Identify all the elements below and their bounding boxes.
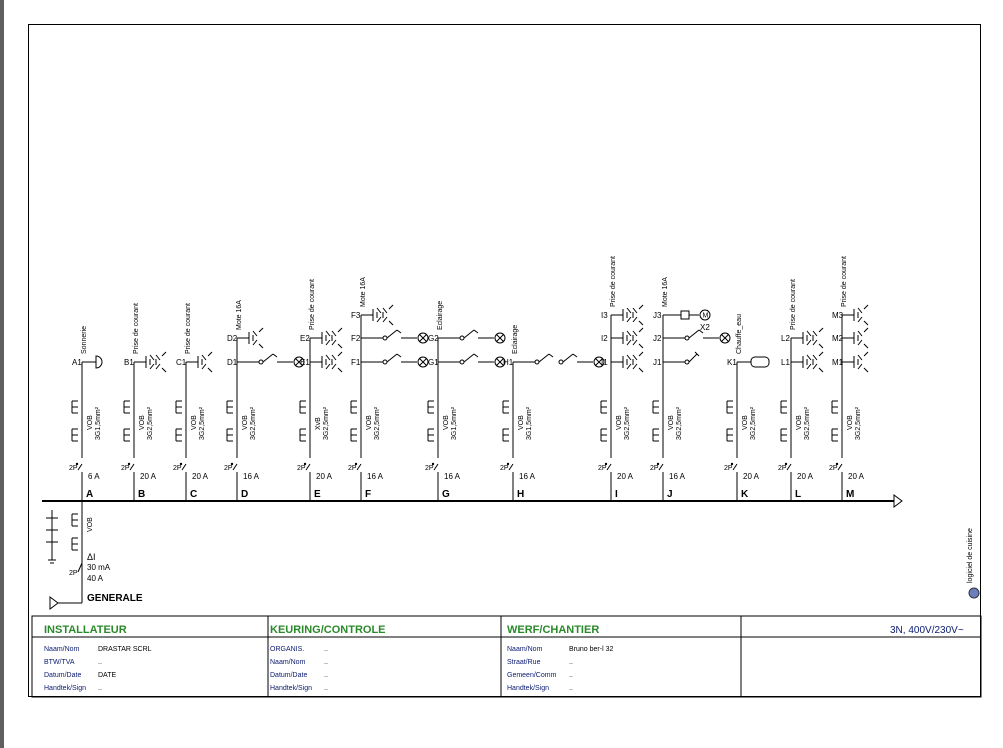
- socket-earth-icon: [819, 328, 823, 348]
- breaker-poles: 2P: [650, 465, 659, 472]
- switch-blade: [387, 330, 397, 338]
- switch-tip: [474, 330, 478, 333]
- inspection-row-label: Handtek/Sign: [270, 685, 313, 692]
- cable-type: VOB: [443, 415, 450, 430]
- socket-icon: [858, 355, 862, 369]
- circuit-g: [425, 301, 505, 501]
- inspection-row-label: Datum/Date: [270, 672, 308, 679]
- circuit-letter: B: [138, 489, 146, 500]
- installer-heading: INSTALLATEUR: [44, 624, 127, 636]
- breaker-blade: [733, 464, 737, 470]
- general-label: GENERALE: [87, 593, 143, 604]
- switch-contact-icon: [460, 336, 464, 340]
- cable-type: VOB: [518, 415, 525, 430]
- cable-type: VOB: [796, 415, 803, 430]
- switch-blade: [387, 354, 397, 362]
- cable-marker-icon: [428, 429, 434, 441]
- breaker-blade: [182, 464, 186, 470]
- socket-earth-icon: [864, 352, 868, 372]
- circuit-letter: H: [517, 489, 525, 500]
- installer-row-label: Naam/Nom: [44, 646, 80, 653]
- switch-blade: [539, 354, 549, 362]
- socket-icon: [633, 355, 637, 369]
- socket-icon: [332, 355, 336, 369]
- circuit-description: Sonnerie: [81, 325, 88, 354]
- cable-type: VOB: [366, 415, 373, 430]
- site-heading: WERF/CHANTIER: [507, 624, 600, 636]
- load-id: C1: [176, 358, 187, 367]
- socket-icon: [633, 308, 637, 322]
- load-id: E2: [300, 334, 310, 343]
- load-id: I1: [601, 358, 608, 367]
- breaker-poles: 2P: [500, 465, 509, 472]
- switch-blade: [689, 330, 699, 338]
- circuit-i: [598, 256, 643, 501]
- breaker-rating: 20 A: [797, 472, 814, 481]
- cable-marker-icon: [227, 401, 233, 413]
- cable-marker-icon: [727, 401, 733, 413]
- cable-marker-icon: [653, 401, 659, 413]
- socket-earth-icon: [864, 305, 868, 325]
- inspection-row-value: ..: [324, 659, 328, 666]
- load-id: F3: [351, 311, 361, 320]
- general-breaker-blade: [78, 563, 82, 572]
- breaker-poles: 2P: [173, 465, 182, 472]
- cable-marker-icon: [72, 401, 78, 413]
- socket-icon: [858, 308, 862, 322]
- load-id: M2: [832, 334, 844, 343]
- switch-tip: [549, 354, 553, 357]
- circuit-letter: M: [846, 489, 855, 500]
- socket-icon: [326, 331, 330, 345]
- cable-marker-icon: [72, 514, 78, 526]
- socket-icon: [377, 308, 381, 322]
- circuit-letter: I: [615, 489, 618, 500]
- breaker-rating: 16 A: [519, 472, 536, 481]
- installer-row-value: ..: [98, 659, 102, 666]
- installer-row-value: DATE: [98, 672, 117, 679]
- switch-contact-icon: [460, 360, 464, 364]
- socket-earth-icon: [389, 305, 393, 325]
- breaker-poles: 2P: [348, 465, 357, 472]
- socket-earth-icon: [639, 352, 643, 372]
- cable-marker-icon: [176, 401, 182, 413]
- cable-section: 3G2,5mm²: [804, 406, 811, 440]
- socket-earth-icon: [259, 328, 263, 348]
- load-id: I3: [601, 311, 608, 320]
- load-id: A1: [72, 358, 82, 367]
- side-note: logiciel de cuisine: [967, 528, 974, 583]
- socket-icon: [332, 331, 336, 345]
- breaker-blade: [78, 464, 82, 470]
- breaker-blade: [659, 464, 663, 470]
- cable-marker-icon: [227, 429, 233, 441]
- circuit-description: Mote 16A: [360, 277, 367, 307]
- cable-section: 3G1,5mm²: [526, 406, 533, 440]
- load-id: D1: [227, 358, 238, 367]
- cable-type: VOB: [847, 415, 854, 430]
- switch-tip: [573, 354, 577, 357]
- switch-contact-icon: [559, 360, 563, 364]
- socket-icon: [807, 355, 811, 369]
- circuit-f: [348, 277, 428, 501]
- cable-type: XvB: [315, 417, 322, 430]
- circuit-description: Mote 16A: [662, 277, 669, 307]
- socket-icon: [627, 331, 631, 345]
- socket-earth-icon: [338, 352, 342, 372]
- breaker-blade: [306, 464, 310, 470]
- circuit-description: Prise de courant: [790, 279, 797, 330]
- circuit-letter: G: [442, 489, 450, 500]
- cable-marker-icon: [832, 401, 838, 413]
- switch-blade: [689, 354, 697, 362]
- cable-section: 3G1,5mm²: [451, 406, 458, 440]
- load-id: J3: [653, 311, 662, 320]
- site-row-value: ..: [569, 672, 573, 679]
- terminal-icon: [681, 311, 689, 319]
- cable-section: 3G2,5mm²: [250, 406, 257, 440]
- switch-tip: [474, 354, 478, 357]
- cable-marker-icon: [503, 429, 509, 441]
- breaker-rating: 20 A: [617, 472, 634, 481]
- cable-section: 3G2,5mm²: [147, 406, 154, 440]
- cable-type: VOB: [139, 415, 146, 430]
- switch-blade: [563, 354, 573, 362]
- breaker-rating: 16 A: [367, 472, 384, 481]
- breaker-blade: [607, 464, 611, 470]
- installer-row-label: Datum/Date: [44, 672, 82, 679]
- cable-section: 3G1,5mm²: [95, 406, 102, 440]
- switch-tip: [397, 330, 401, 333]
- circuit-description: Eclairage: [512, 324, 519, 354]
- system-voltage: 3N, 400V/230V~: [890, 625, 964, 636]
- general-sensitivity: 30 mA: [87, 563, 111, 572]
- inspection-row-value: ..: [324, 646, 328, 653]
- breaker-poles: 2P: [778, 465, 787, 472]
- extra-label-x2: X2: [700, 323, 710, 332]
- breaker-poles: 2P: [297, 465, 306, 472]
- breaker-blade: [838, 464, 842, 470]
- breaker-blade: [130, 464, 134, 470]
- load-id: L1: [781, 358, 790, 367]
- cable-section: 3G2,5mm²: [750, 406, 757, 440]
- switch-tip: [397, 354, 401, 357]
- site-row-value: ..: [569, 685, 573, 692]
- motor-symbol: M: [702, 312, 709, 320]
- circuit-letter: C: [190, 489, 198, 500]
- cable-marker-icon: [72, 429, 78, 441]
- site-row-label: Handtek/Sign: [507, 685, 550, 692]
- cable-marker-icon: [124, 429, 130, 441]
- circuit-description: Prise de courant: [610, 256, 617, 307]
- load-id: H1: [503, 358, 514, 367]
- switch-contact-icon: [383, 336, 387, 340]
- site-row-value: Bruno ber-l 32: [569, 646, 614, 653]
- cable-marker-icon: [653, 429, 659, 441]
- circuit-description: Mote 16A: [236, 300, 243, 330]
- circuit-letter: E: [314, 489, 321, 500]
- socket-earth-icon: [639, 328, 643, 348]
- switch-contact-icon: [259, 360, 263, 364]
- cable-marker-icon: [781, 429, 787, 441]
- cable-marker-icon: [428, 401, 434, 413]
- socket-icon: [858, 331, 862, 345]
- installer-row-label: BTW/TVA: [44, 659, 75, 666]
- general-rating: 40 A: [87, 574, 104, 583]
- socket-icon: [202, 355, 206, 369]
- breaker-rating: 20 A: [316, 472, 333, 481]
- switch-blade: [464, 330, 474, 338]
- switch-blade: [263, 354, 273, 362]
- installer-row-value: DRASTAR SCRL: [98, 646, 152, 653]
- switch-contact-icon: [685, 336, 689, 340]
- socket-icon: [813, 355, 817, 369]
- circuit-e: [297, 279, 342, 501]
- load-id: F2: [351, 334, 361, 343]
- socket-icon: [253, 331, 257, 345]
- circuit-description: Chauffe_eau: [736, 314, 743, 354]
- inspection-heading: KEURING/CONTROLE: [270, 624, 386, 636]
- cable-section: 3G2,5mm²: [374, 406, 381, 440]
- circuits-group: [42, 256, 902, 507]
- cable-type: VOB: [87, 415, 94, 430]
- breaker-blade: [233, 464, 237, 470]
- cable-marker-icon: [601, 429, 607, 441]
- circuit-description: Prise de courant: [309, 279, 316, 330]
- circuit-b: [121, 303, 166, 501]
- circuit-c: [173, 303, 212, 501]
- breaker-blade: [787, 464, 791, 470]
- circuit-description: Eclairage: [437, 300, 444, 330]
- circuit-k: [724, 314, 769, 501]
- socket-icon: [156, 355, 160, 369]
- cable-section: 3G2,5mm²: [676, 406, 683, 440]
- breaker-rating: 6 A: [88, 472, 100, 481]
- cable-marker-icon: [351, 401, 357, 413]
- socket-earth-icon: [338, 328, 342, 348]
- socket-earth-icon: [162, 352, 166, 372]
- installer-row-label: Handtek/Sign: [44, 685, 87, 692]
- breaker-poles: 2P: [425, 465, 434, 472]
- switch-blade: [464, 354, 474, 362]
- general-breaker-group: [46, 501, 979, 609]
- site-row-label: Straat/Rue: [507, 659, 541, 666]
- circuit-d: [224, 300, 304, 501]
- socket-icon: [326, 355, 330, 369]
- site-row-label: Gemeen/Comm: [507, 672, 557, 679]
- cable-section: 3G2,5mm²: [855, 406, 862, 440]
- cable-type: VOB: [742, 415, 749, 430]
- logo-icon: [969, 588, 979, 598]
- socket-icon: [150, 355, 154, 369]
- circuit-letter: J: [667, 489, 673, 500]
- cable-type: VOB: [191, 415, 198, 430]
- cable-marker-icon: [300, 401, 306, 413]
- breaker-blade: [509, 464, 513, 470]
- breaker-rating: 16 A: [669, 472, 686, 481]
- inspection-row-label: ORGANIS.: [270, 646, 305, 653]
- breaker-poles: 2P: [829, 465, 838, 472]
- socket-earth-icon: [208, 352, 212, 372]
- site-row-value: ..: [569, 659, 573, 666]
- title-block: [32, 616, 981, 697]
- cable-marker-icon: [300, 429, 306, 441]
- circuit-description: Prise de courant: [185, 303, 192, 354]
- load-id: K1: [727, 358, 737, 367]
- water-heater-icon: [751, 357, 769, 367]
- switch-contact-icon: [535, 360, 539, 364]
- load-id: D2: [227, 334, 238, 343]
- circuit-m: [829, 256, 868, 501]
- breaker-rating: 20 A: [743, 472, 760, 481]
- cable-marker-icon: [727, 429, 733, 441]
- cable-marker-icon: [503, 401, 509, 413]
- cable-type: VOB: [668, 415, 675, 430]
- general-poles: 2P: [69, 570, 78, 577]
- breaker-poles: 2P: [598, 465, 607, 472]
- socket-icon: [627, 308, 631, 322]
- inspection-row-label: Naam/Nom: [270, 659, 306, 666]
- switch-tip: [273, 354, 277, 357]
- cable-marker-icon: [72, 538, 78, 550]
- inspection-row-value: ..: [324, 672, 328, 679]
- load-id: G1: [428, 358, 439, 367]
- site-row-label: Naam/Nom: [507, 646, 543, 653]
- circuit-letter: A: [86, 489, 94, 500]
- cable-marker-icon: [601, 401, 607, 413]
- drawing-page: [4, 0, 1003, 748]
- socket-icon: [383, 308, 387, 322]
- inspection-row-value: ..: [324, 685, 328, 692]
- load-id: M1: [832, 358, 844, 367]
- breaker-poles: 2P: [724, 465, 733, 472]
- cable-type: VOB: [242, 415, 249, 430]
- socket-earth-icon: [819, 352, 823, 372]
- breaker-poles: 2P: [69, 465, 78, 472]
- load-id: I2: [601, 334, 608, 343]
- socket-earth-icon: [639, 305, 643, 325]
- load-id: E1: [300, 358, 310, 367]
- load-id: L2: [781, 334, 790, 343]
- circuit-letter: K: [741, 489, 749, 500]
- load-id: G2: [428, 334, 439, 343]
- breaker-rating: 20 A: [848, 472, 865, 481]
- cable-marker-icon: [124, 401, 130, 413]
- cable-marker-icon: [176, 429, 182, 441]
- input-arrow-icon: [50, 597, 58, 609]
- load-id: J1: [653, 358, 662, 367]
- single-line-diagram: [4, 0, 1003, 748]
- circuit-description: Prise de courant: [841, 256, 848, 307]
- socket-earth-icon: [864, 328, 868, 348]
- socket-icon: [627, 355, 631, 369]
- cable-section: 3G2,5mm²: [323, 406, 330, 440]
- breaker-rating: 16 A: [444, 472, 461, 481]
- cable-marker-icon: [832, 429, 838, 441]
- circuit-letter: L: [795, 489, 802, 500]
- breaker-poles: 2P: [224, 465, 233, 472]
- circuit-l: [778, 279, 823, 501]
- cable-section: 3G2,5mm²: [624, 406, 631, 440]
- circuit-a: [69, 326, 102, 501]
- general-differential: ΔI: [87, 552, 96, 562]
- installer-row-value: ..: [98, 685, 102, 692]
- cable-type: VOB: [616, 415, 623, 430]
- breaker-rating: 20 A: [192, 472, 209, 481]
- load-id: M3: [832, 311, 844, 320]
- socket-icon: [633, 331, 637, 345]
- breaker-blade: [434, 464, 438, 470]
- socket-icon: [813, 331, 817, 345]
- load-id: F1: [351, 358, 361, 367]
- general-cable: VOB: [87, 517, 94, 532]
- breaker-rating: 20 A: [140, 472, 157, 481]
- circuit-h: [500, 325, 604, 501]
- breaker-poles: 2P: [121, 465, 130, 472]
- circuit-j: [650, 277, 730, 501]
- cable-section: 3G2,5mm²: [199, 406, 206, 440]
- load-id: B1: [124, 358, 134, 367]
- switch-contact-icon: [383, 360, 387, 364]
- load-id: J2: [653, 334, 662, 343]
- circuit-letter: D: [241, 489, 249, 500]
- bell-icon: [96, 356, 102, 368]
- busbar-arrow-icon: [894, 495, 902, 507]
- socket-icon: [807, 331, 811, 345]
- switch-contact-icon: [685, 360, 689, 364]
- circuit-letter: F: [365, 489, 372, 500]
- circuit-description: Prise de courant: [133, 303, 140, 354]
- cable-marker-icon: [781, 401, 787, 413]
- breaker-blade: [357, 464, 361, 470]
- breaker-rating: 16 A: [243, 472, 260, 481]
- cable-marker-icon: [351, 429, 357, 441]
